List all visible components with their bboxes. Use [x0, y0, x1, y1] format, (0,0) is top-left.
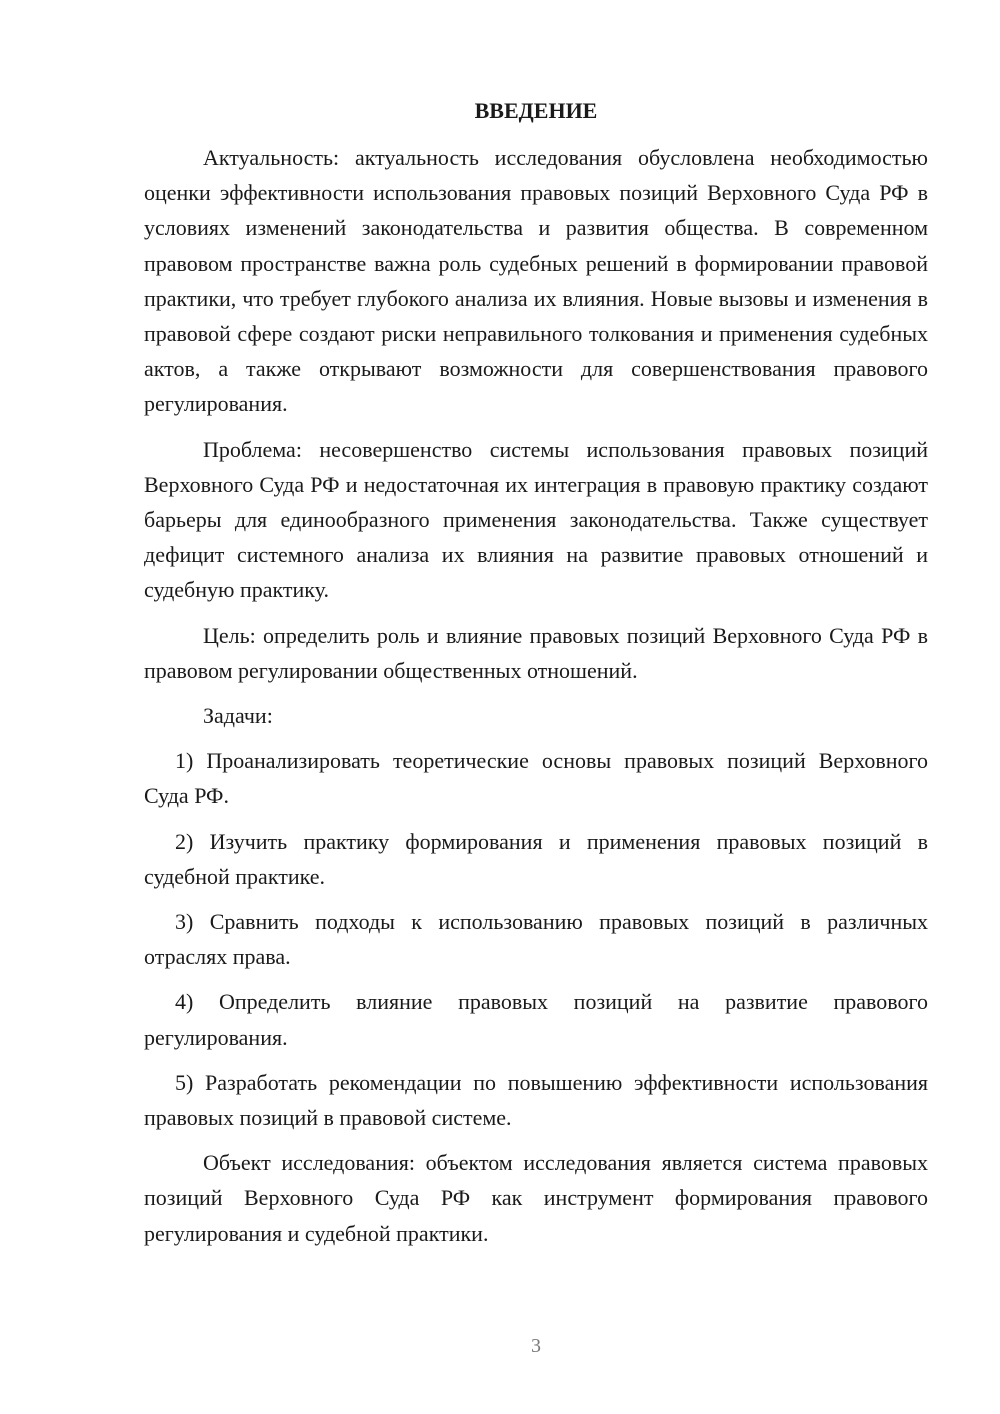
- section-heading: ВВЕДЕНИЕ: [474, 98, 598, 123]
- task-item: 3) Сравнить подходы к использованию правовых позиций в различных отраслях права.: [144, 909, 928, 970]
- task-item: 2) Изучить практику формирования и применения правовых позиций в судебной практике.: [144, 828, 928, 889]
- object-paragraph: Объект исследования: объектом исследования является система правовых позиций Верховного Суда РФ как инструмент формирования правового регулирования и судебной практики.: [144, 1150, 928, 1246]
- tasks-label: Задачи:: [203, 703, 273, 729]
- task-item: 4) Определить влияние правовых позиций на развитие правового регулирования.: [144, 989, 928, 1050]
- page-number: 3: [531, 1335, 541, 1357]
- relevance-paragraph: Актуальность: актуальность исследования обусловлена необходимостью оценки эффективности использования правовых позиций Верховного Суда РФ в условиях изменений законодательства и развития общества. В современном правовом пространстве важна роль судебных решений в формировании правовой практики, что требует глубокого анализа их влияния. Новые вызовы и изменения в правовой сфере создают риски неправильного толкования и применения судебных актов, а также открывают возможности для совершенствования правового регулирования.: [144, 145, 928, 417]
- page-content: [144, 94, 928, 1251]
- goal-paragraph: Цель: определить роль и влияние правовых позиций Верховного Суда РФ в правовом регулировании общественных отношений.: [144, 622, 928, 683]
- problem-paragraph: Проблема: несовершенство системы использования правовых позиций Верховного Суда РФ и недостаточная их интеграция в правовую практику создают барьеры для единообразного применения законодательства. Также существует дефицит системного анализа их влияния на развитие правовых отношений и судебную практику.: [144, 436, 928, 603]
- task-item: 1) Проанализировать теоретические основы правовых позиций Верховного Суда РФ.: [144, 748, 928, 809]
- task-item: 5) Разработать рекомендации по повышению эффективности использования правовых позиций в правовой системе.: [144, 1069, 928, 1131]
